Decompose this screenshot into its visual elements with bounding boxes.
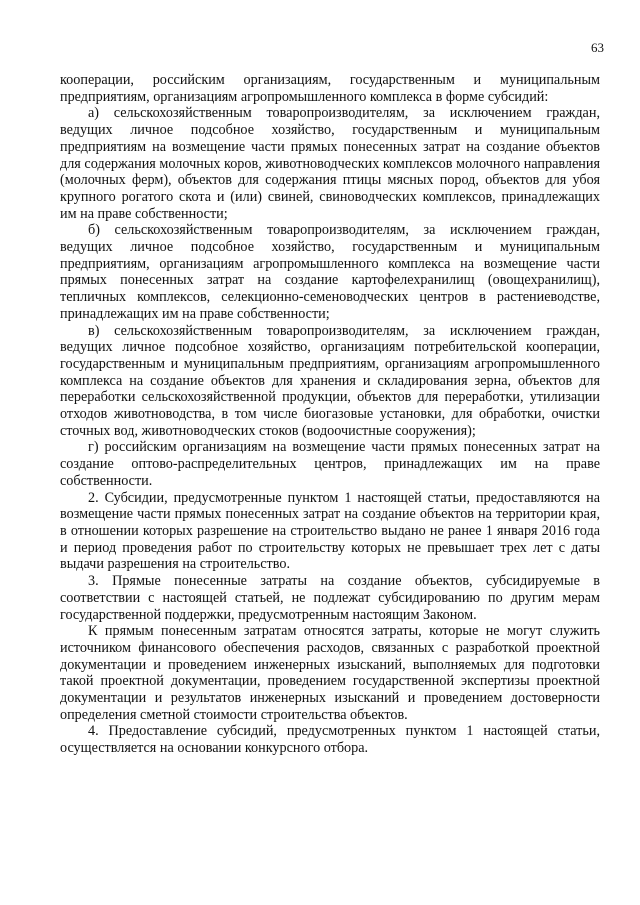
page-number: 63: [591, 40, 604, 55]
paragraph-clause-2: 2. Субсидии, предусмотренные пунктом 1 настоящей статьи, предоставляются на возмещение части прямых понесенных затрат на создание объектов на территории края, в отношении которых разрешение на строительство выдано не ранее 1 января 2016 года и период проведения работ по строительству которых не превышает трех лет с даты выдачи разрешения на строительство.: [60, 489, 600, 573]
paragraph-item-g: г) российским организациям на возмещение части прямых понесенных затрат на создание оптово-распределительных центров, принадлежащих им на праве собственности.: [60, 439, 600, 489]
paragraph-intro-continuation: кооперации, российским организациям, государственным и муниципальным предприятиям, организациям агропромышленного комплекса в форме субсидий:: [60, 72, 600, 105]
paragraph-item-b: б) сельскохозяйственным товаропроизводителям, за исключением граждан, ведущих личное подсобное хозяйство, государственным и муниципальным предприятиям, организациям агропромышленного комплекса на возмещение части прямых понесенных затрат на создание картофелехранилищ (овощехранилищ), тепличных комплексов, селекционно-семеноводческих центров в растениеводстве, принадлежащих им на праве собственности;: [60, 222, 600, 322]
paragraph-item-v: в) сельскохозяйственным товаропроизводителям, за исключением граждан, ведущих личное подсобное хозяйство, организациям потребительской кооперации, государственным и муниципальным предприятиям, организациям агропромышленного комплекса на создание объектов для хранения и складирования зерна, объектов для переработки сельскохозяйственной продукции, объектов для переработки, утилизации отходов животноводства, в том числе биогазовые установки, для обработки, очистки сточных вод, животноводческих стоков (водоочистные сооружения);: [60, 322, 600, 439]
body-text: [60, 72, 600, 757]
paragraph-clause-3: 3. Прямые понесенные затраты на создание объектов, субсидируемые в соответствии с настоящей статьей, не подлежат субсидированию по другим мерам государственной поддержки, предусмотренным настоящим Законом.: [60, 573, 600, 623]
paragraph-direct-costs: К прямым понесенным затратам относятся затраты, которые не могут служить источником финансового обеспечения расходов, связанных с разработкой проектной документации и проведением инженерных изысканий, выполняемых для подготовки такой проектной документации, проведением государственной экспертизы проектной документации и результатов инженерных изысканий и проведением достоверности определения сметной стоимости строительства объектов.: [60, 623, 600, 723]
paragraph-clause-4: 4. Предоставление субсидий, предусмотренных пунктом 1 настоящей статьи, осуществляется на основании конкурсного отбора.: [60, 723, 600, 757]
paragraph-item-a: а) сельскохозяйственным товаропроизводителям, за исключением граждан, ведущих личное подсобное хозяйство, государственным и муниципальным предприятиям на возмещение части прямых понесенных затрат на создание объектов для содержания молочных коров, животноводческих комплексов молочного направления (молочных ферм), объектов для содержания птицы мясных пород, объектов для убоя крупного рогатого скота и (или) свиней, свиноводческих комплексов, принадлежащих им на праве собственности;: [60, 105, 600, 222]
